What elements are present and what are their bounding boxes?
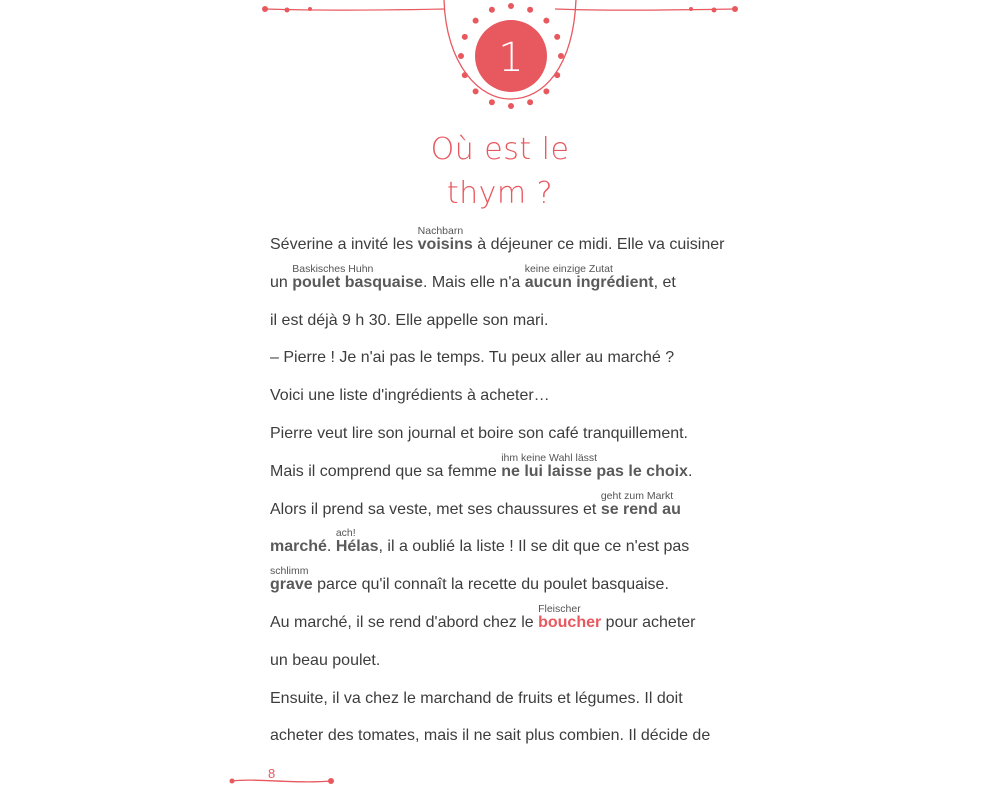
text-segment: Ensuite, il va chez le marchand de fruits et légumes. Il doit: [270, 689, 683, 707]
vocab-gloss: ihm keine Wahl lässt: [501, 451, 598, 464]
vocab-gloss: schlimm: [270, 565, 309, 578]
vocab-term: grave: [270, 576, 313, 594]
text-segment: .: [326, 538, 336, 556]
vocab-word: [270, 538, 327, 556]
text-line: [270, 603, 696, 632]
footer-ornament: [230, 778, 335, 784]
text-segment: . Mais elle n'a: [422, 273, 525, 291]
vocab-term: marché: [270, 538, 327, 556]
vocab-term: aucun ingrédient: [524, 273, 654, 291]
ring-dot: [554, 72, 560, 78]
vocab-term: poulet basquaise: [292, 273, 423, 291]
text-line: [270, 727, 710, 745]
vocab-gloss: Fleischer: [538, 603, 581, 615]
vocab-term: voisins: [417, 236, 473, 253]
ring-dot: [554, 34, 560, 40]
vocab-word: [335, 527, 379, 556]
text-segment: Mais il comprend que sa femme: [270, 462, 502, 480]
text-line: [270, 652, 380, 670]
chapter-title: [0, 128, 1000, 216]
vocab-word: [524, 262, 654, 292]
vocab-gloss: Nachbarn: [417, 225, 464, 237]
text-segment: un: [270, 273, 293, 291]
ring-dot: [489, 7, 495, 13]
text-segment: Alors il prend sa veste, met ses chaussures et: [270, 500, 601, 518]
text-segment: , et: [653, 273, 676, 291]
text-segment: pour acheter: [601, 614, 696, 631]
vocab-gloss: Baskisches Huhn: [292, 262, 374, 275]
vocab-word: [501, 451, 688, 481]
ring-dot: [458, 53, 464, 59]
page-number: 8: [268, 766, 276, 781]
text-segment: parce qu'il connaît la recette du poulet basquaise.: [312, 576, 669, 594]
text-segment: – Pierre ! Je n'ai pas le temps. Tu peux aller au marché ?: [270, 349, 675, 367]
text-line: [270, 349, 674, 367]
text-line: [270, 451, 693, 481]
vocab-word: [292, 262, 423, 292]
ring-dot: [543, 18, 549, 24]
title-line-2: thym ?: [446, 176, 554, 211]
ring-dot: [508, 3, 514, 9]
ring-dot: [558, 53, 564, 59]
text-segment: il est déjà 9 h 30. Elle appelle son mari.: [270, 311, 549, 329]
ring-dot: [462, 34, 468, 40]
header-ornament: [262, 0, 738, 109]
vocab-gloss: ach!: [335, 527, 356, 540]
ring-dot: [489, 99, 495, 105]
text-line: [270, 225, 725, 254]
text-line: [270, 262, 676, 292]
text-line: [270, 690, 683, 708]
text-segment: Au marché, il se rend d'abord chez le: [270, 614, 539, 631]
text-segment: un beau poulet.: [270, 651, 381, 669]
ring-dot: [473, 88, 479, 94]
text-segment: Pierre veut lire son journal et boire son café tranquillement.: [270, 425, 688, 442]
ring-dot: [462, 72, 468, 78]
text-segment: Séverine a invité les: [270, 236, 418, 253]
chapter-number: 1: [498, 35, 524, 81]
vocab-word: [270, 565, 313, 594]
vocab-word: [417, 225, 473, 254]
text-segment: , il a oublié la liste ! Il se dit que ce n'est pas: [378, 538, 690, 556]
text-line: [270, 527, 690, 556]
vocab-term: se rend au: [600, 500, 681, 518]
text-line: [270, 387, 550, 405]
vocab-term: ne lui laisse pas le choix: [501, 462, 688, 480]
ring-dot: [527, 7, 533, 13]
ring-dot: [473, 18, 479, 24]
vocab-gloss: geht zum Markt: [600, 489, 674, 502]
vocab-term: boucher: [538, 614, 602, 631]
text-line: [270, 425, 688, 443]
text-segment: Voici une liste d'ingrédients à acheter…: [270, 387, 550, 405]
text-line: [270, 312, 548, 330]
vocab-word: [600, 489, 681, 519]
text-segment: acheter des tomates, mais il ne sait plus combien. Il décide de: [270, 727, 711, 745]
text-segment: .: [687, 462, 693, 480]
ring-dot: [508, 103, 514, 109]
vocab-gloss: keine einzige Zutat: [524, 262, 613, 275]
title-line-1: Où est le: [430, 132, 570, 167]
text-segment: à déjeuner ce midi. Elle va cuisiner: [472, 236, 725, 253]
text-line: [270, 565, 669, 594]
vocab-word: [538, 603, 602, 632]
ring-dot: [543, 88, 549, 94]
ring-dot: [527, 99, 533, 105]
text-line: [270, 489, 681, 519]
vocab-term: Hélas: [335, 538, 379, 556]
